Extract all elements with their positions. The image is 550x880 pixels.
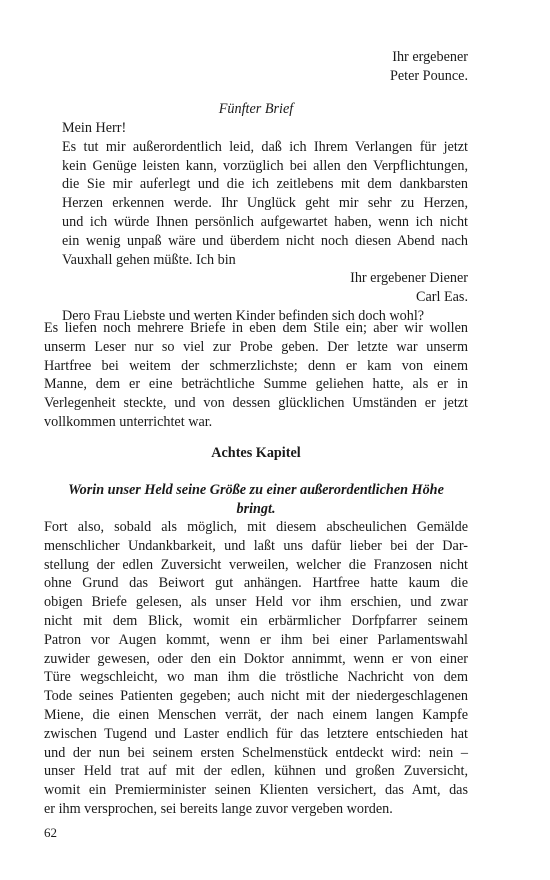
paragraph-1 <box>44 319 468 432</box>
letter-closing-1: Ihr ergebener Diener <box>350 270 468 287</box>
paragraph-line: Türe wegschleicht, wo man ihm die tröstliche Nachricht von dem <box>44 669 468 686</box>
paragraph-line: Verlegenheit steckte, und von dessen glücklichen Umständen er jetzt <box>44 395 468 412</box>
closing-line-2: Peter Pounce. <box>389 67 468 84</box>
letter-heading: Fünfter Brief <box>218 101 294 117</box>
letter-line: Vauxhall gehen müßte. Ich bin <box>62 251 236 268</box>
paragraph-line: vollkommen unterrichtet war. <box>44 413 213 430</box>
paragraph-line: Patron vor Augen kommt, wenn er ihm bei einer Parlamentswahl <box>44 631 468 648</box>
paragraph-line: unserm Leser nur so viel zur Probe geben. Der letzte war unserm <box>44 338 468 355</box>
paragraph-line: zuwider gewesen, oder den ein Doktor annimmt, wenn er von einer <box>44 650 468 667</box>
chapter-subtitle <box>44 481 468 519</box>
paragraph-line: ohne Grund das Beiwort gut anhängen. Hartfree hatte kaum die <box>44 575 468 592</box>
paragraph-line: Hartfree bei weitem der schmerzlichste; denn er kam von einem <box>44 357 468 374</box>
letter-line: Herzen erkennen werde. Ihr Unglück geht mir sehr zu Herzen, <box>62 195 468 212</box>
paragraph-line: Fort also, sobald als möglich, mit diesem abscheulichen Gemälde <box>44 519 468 535</box>
page-number: 62 <box>44 825 57 840</box>
paragraph-2 <box>44 518 468 819</box>
paragraph-line: zwischen Tugend und Laster endlich für das letztere entschieden hat <box>44 725 468 742</box>
paragraph-line: obigen Briefe gelesen, als unser Held vor ihm erschien, und zwar <box>44 594 468 611</box>
paragraph-line: er ihm versprochen, sei bereits lange zuvor vergeben worden. <box>44 800 393 817</box>
paragraph-line: unser Held trat auf mit der edlen, kühnen und großen Zuversicht, <box>44 763 468 780</box>
paragraph-line: Manne, dem er eine beträchtliche Summe geliehen hatte, als er in <box>44 376 468 393</box>
paragraph-line: Miene, die einen Menschen verrät, der nach einem langen Kampfe <box>44 706 468 723</box>
closing-top <box>44 48 468 86</box>
paragraph-line: Tode seines Patienten gegeben; auch nicht mit der niedergeschlagenen <box>44 688 468 705</box>
chapter-subtitle-line-1: Worin unser Held seine Größe zu einer außerordentlichen Höhe <box>68 482 444 498</box>
paragraph-line: Es liefen noch mehrere Briefe in eben dem Stile ein; aber wir wollen <box>44 320 468 336</box>
paragraph-line: stellung der edlen Zuversicht verweilen, welcher die Franzosen nicht <box>44 556 468 573</box>
letter-closing-2: Carl Eas. <box>415 289 468 306</box>
letter-postscript: Dero Frau Liebste und werten Kinder befinden sich doch wohl? <box>62 307 425 324</box>
paragraph-line: und der nun bei seinem ersten Schelmenstück entdeckt wird: nein – <box>44 744 468 761</box>
paragraph-line: nicht mit dem Blick, womit ein erbärmlicher Dorfpfarrer seinem <box>44 612 468 629</box>
letter-line: die Sie mir auferlegt und die ich zeitlebens mit dem dankbarsten <box>62 176 468 193</box>
letter-salutation: Mein Herr! <box>62 120 127 136</box>
paragraph-line: womit ein Premierminister seinen Klienten versichert, das Amt, das <box>44 782 468 799</box>
letter-line: kein Genüge leisten kann, vorzüglich bei allen den Verpflichtungen, <box>62 157 468 174</box>
letter-line: ein wenig unpaß wäre und überdem nicht noch diesen Abend nach <box>62 232 468 249</box>
letter-line: Es tut mir außerordentlich leid, daß ich Ihrem Verlangen für jetzt <box>62 138 468 155</box>
chapter-subtitle-line-2: bringt. <box>236 500 276 517</box>
letter-line: und ich würde Ihnen persönlich aufgewartet haben, wenn ich nicht <box>62 213 468 230</box>
closing-line-1: Ihr ergebener <box>392 49 468 65</box>
letter-body <box>62 119 468 326</box>
chapter-title: Achtes Kapitel <box>211 445 301 461</box>
paragraph-line: menschlicher Undankbarkeit, und laßt uns dafür lieber bei der Dar- <box>44 537 468 554</box>
